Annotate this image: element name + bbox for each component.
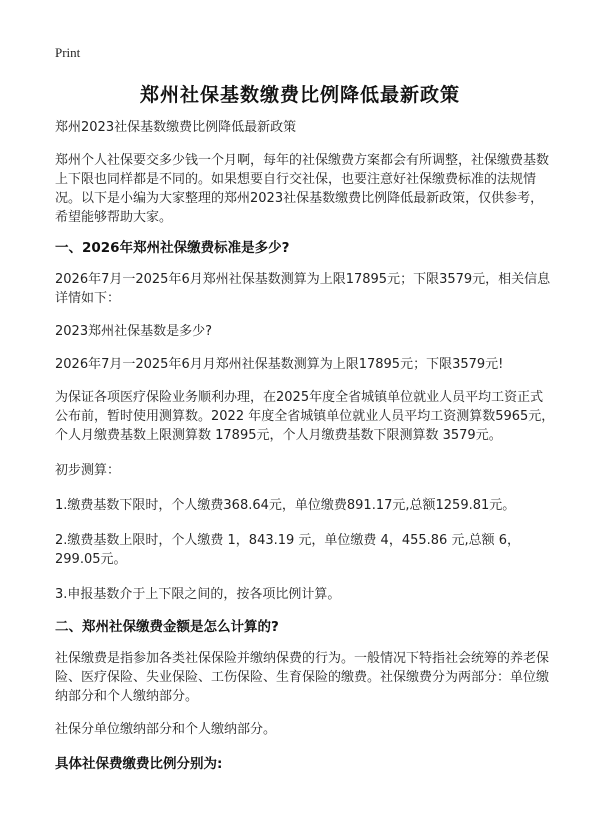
article-body [55, 118, 555, 786]
calculation-item-lower: 1.缴费基数下限时，个人缴费368.64元，单位缴费891.17元,总额1259.81元。 [55, 498, 516, 513]
paragraph-preliminary-label: 初步测算： [55, 463, 121, 478]
paragraph-base-range-repeat: 2026年7月一2025年6月月郑州社保基数测算为上限17895元；下限3579元! [55, 357, 504, 372]
section-heading-calculation: 二、郑州社保缴费金额是怎么计算的? [55, 619, 279, 635]
paragraph-payment-definition: 社保缴费是指参加各类社保保险并缴纳保费的行为。一般情况下特指社会统筹的养老保险、医疗保险、失业保险、工伤保险、生育保险的缴费。社保缴费分为两部分：单位缴纳部分和个人缴纳部分。 [55, 651, 550, 704]
paragraph-question: 2023郑州社保基数是多少? [55, 324, 212, 339]
paragraph-payment-parts: 社保分单位缴纳部分和个人缴纳部分。 [55, 722, 277, 737]
article-subtitle: 郑州2023社保基数缴费比例降低最新政策 [55, 120, 297, 135]
section-heading-ratio: 具体社保费缴费比例分别为: [55, 756, 223, 772]
intro-paragraph: 郑州个人社保要交多少钱一个月啊，每年的社保缴费方案都会有所调整，社保缴费基数上下限也同样都是不同的。如果想要自行交社保，也要注意好社保缴费标准的法规情况。以下是小编为大家整理的郑州2023社保基数缴费比例降低最新政策，仅供参考，希望能够帮助大家。 [55, 153, 550, 225]
page-title: 郑州社保基数缴费比例降低最新政策 [139, 84, 460, 106]
paragraph-measurement-note: 为保证各项医疗保险业务顺利办理，在2025年度全省城镇单位就业人员平均工资正式公布前，暂时使用测算数。2022 年度全省城镇单位就业人员平均工资测算数5965元，个人月缴费基数上限测算数 17895元，个人月缴费基数下限测算数 3579元。 [55, 390, 555, 443]
section-heading-standard: 一、2026年郑州社保缴费标准是多少? [55, 240, 290, 256]
paragraph-base-range: 2026年7月一2025年6月郑州社保基数测算为上限17895元；下限3579元，相关信息详情如下： [55, 272, 551, 306]
print-link[interactable]: Print [55, 45, 81, 60]
calculation-item-upper: 2.缴费基数上限时，个人缴费 1，843.19 元，单位缴费 4，455.86 元,总额 6，299.05元。 [55, 533, 520, 567]
calculation-item-between: 3.申报基数介于上下限之间的，按各项比例计算。 [55, 587, 341, 602]
